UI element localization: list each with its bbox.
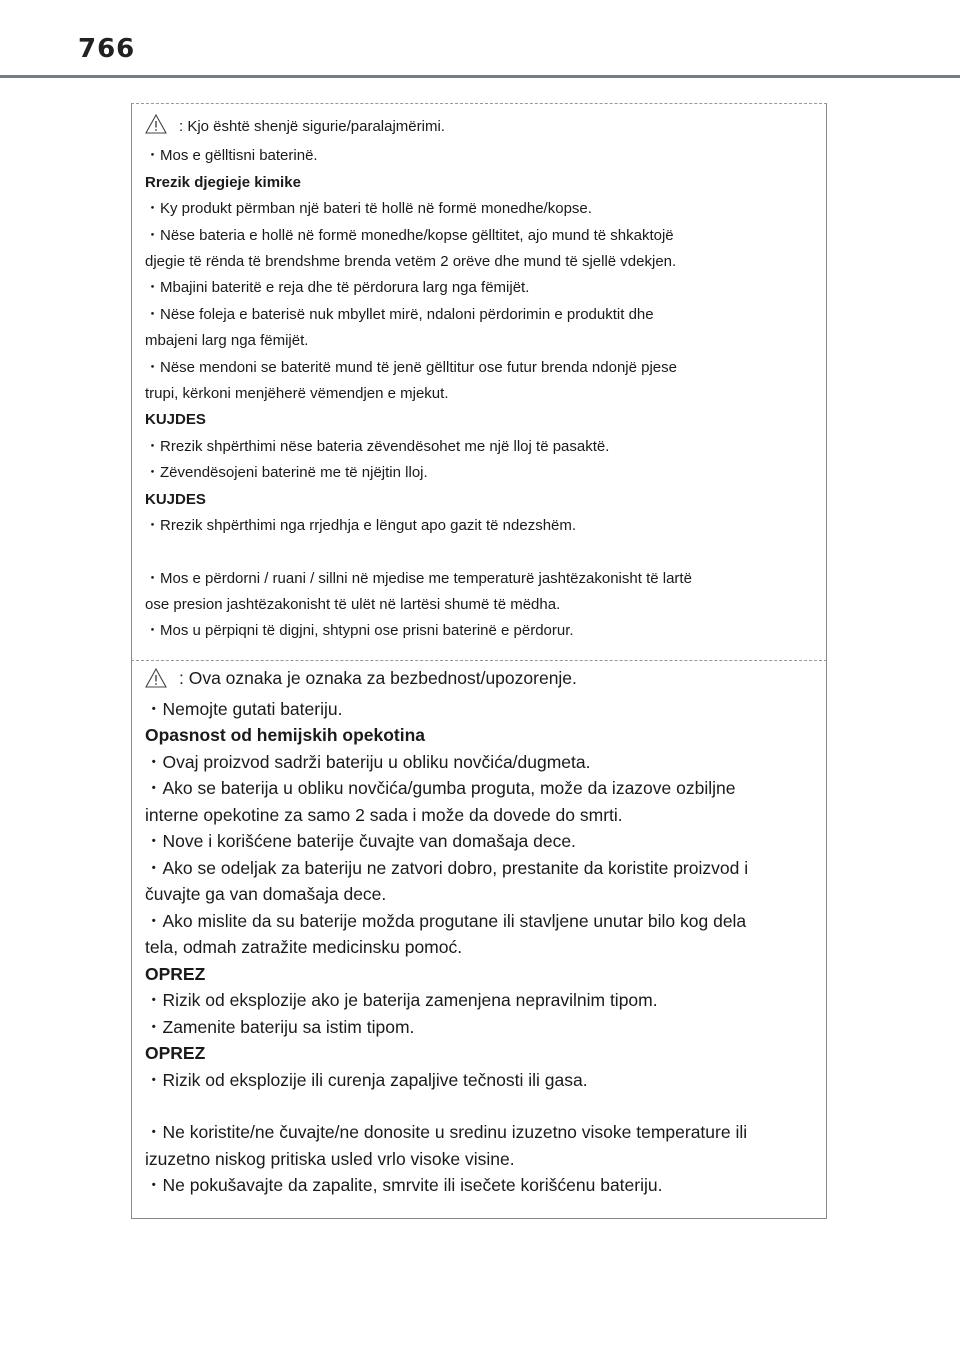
albanian-line: ・Nëse bateria e hollë në formë monedhe/kopse gëlltitet, ajo mund të shkaktojë bbox=[145, 226, 674, 244]
albanian-heading: KUJDES bbox=[145, 411, 206, 429]
albanian-line: trupi, kërkoni menjëherë vëmendjen e mjekut. bbox=[145, 385, 449, 403]
serbian-line: tela, odmah zatražite medicinsku pomoć. bbox=[145, 937, 463, 957]
serbian-line: ・Ovaj proizvod sadrži bateriju u obliku novčića/dugmeta. bbox=[145, 751, 591, 772]
blank-line bbox=[145, 540, 816, 566]
albanian-line: djegie të rënda të brendshme brenda vetëm 2 orëve dhe mund të sjellë vdekjen. bbox=[145, 253, 677, 271]
albanian-intro-line bbox=[145, 114, 816, 143]
albanian-line: ・Mos e përdorni / ruani / sillni në mjedise me temperaturë jashtëzakonisht të lartë bbox=[145, 569, 692, 587]
albanian-heading: KUJDES bbox=[145, 490, 206, 508]
serbian-line: izuzetno niskog pritiska usled vrlo visoke visine. bbox=[145, 1148, 515, 1169]
serbian-line: ・Rizik od eksplozije ako je baterija zamenjena nepravilnim tipom. bbox=[145, 990, 658, 1010]
albanian-line: ・Mos u përpiqni të digjni, shtypni ose prisni baterinë e përdorur. bbox=[145, 622, 574, 640]
warning-triangle-icon bbox=[145, 114, 167, 143]
serbian-line: čuvajte ga van domašaja dece. bbox=[145, 884, 387, 904]
serbian-line: ・Ne pokušavajte da zapalite, smrvite ili isečete korišćenu bateriju. bbox=[145, 1175, 663, 1195]
albanian-line: ・Zëvendësojeni baterinë me të njëjtin lloj. bbox=[145, 464, 428, 482]
serbian-intro-text: : Ova oznaka je oznaka za bezbednost/upozorenje. bbox=[179, 668, 577, 688]
serbian-line: interne opekotine za samo 2 sada i može da dovede do smrti. bbox=[145, 804, 623, 825]
serbian-line: ・Ako mislite da su baterije možda progutane ili stavljene unutar bilo kog dela bbox=[145, 910, 747, 931]
serbian-line: ・Nemojte gutati bateriju. bbox=[145, 698, 343, 719]
serbian-line: ・Ne koristite/ne čuvajte/ne donosite u sredinu izuzetno visoke temperature ili bbox=[145, 1122, 748, 1142]
serbian-line: ・Zamenite bateriju sa istim tipom. bbox=[145, 1016, 415, 1037]
albanian-line: ・Nëse foleja e baterisë nuk mbyllet mirë, ndaloni përdorimin e produktit dhe bbox=[145, 305, 654, 323]
albanian-line: mbajeni larg nga fëmijët. bbox=[145, 332, 309, 350]
albanian-line: ・Mos e gëlltisni baterinë. bbox=[145, 147, 318, 165]
blank-line bbox=[145, 1093, 816, 1119]
serbian-heading: OPREZ bbox=[145, 963, 206, 984]
serbian-intro-line bbox=[145, 665, 816, 696]
albanian-line: ・Nëse mendoni se bateritë mund të jenë gëlltitur ose futur brenda ndonjë pjese bbox=[145, 358, 677, 376]
page-number: 766 bbox=[78, 34, 136, 64]
albanian-line: ose presion jashtëzakonisht të ulët në lartësi shumë të mëdha. bbox=[145, 595, 561, 613]
albanian-intro-text: : Kjo është shenjë sigurie/paralajmërimi. bbox=[179, 118, 445, 135]
serbian-line: ・Nove i korišćene baterije čuvajte van domašaja dece. bbox=[145, 831, 576, 851]
albanian-line: ・Rrezik shpërthimi nga rrjedhja e lëngut apo gazit të ndezshëm. bbox=[145, 517, 577, 535]
albanian-line: ・Mbajini bateritë e reja dhe të përdorura larg nga fëmijët. bbox=[145, 279, 530, 297]
serbian-heading: Opasnost od hemijskih opekotina bbox=[145, 725, 426, 745]
serbian-warning-section bbox=[131, 660, 827, 1219]
header-rule bbox=[0, 75, 960, 78]
albanian-line: ・Ky produkt përmban një bateri të hollë në formë monedhe/kopse. bbox=[145, 200, 592, 218]
albanian-heading: Rrezik djegieje kimike bbox=[145, 173, 301, 191]
warning-triangle-icon bbox=[145, 668, 167, 696]
albanian-warning-section bbox=[131, 103, 827, 660]
serbian-line: ・Ako se odeljak za bateriju ne zatvori dobro, prestanite da koristite proizvod i bbox=[145, 857, 749, 878]
albanian-line: ・Rrezik shpërthimi nëse bateria zëvendësohet me një lloj të pasaktë. bbox=[145, 437, 610, 455]
serbian-heading: OPREZ bbox=[145, 1043, 206, 1063]
serbian-line: ・Rizik od eksplozije ili curenja zapaljive tečnosti ili gasa. bbox=[145, 1069, 588, 1090]
serbian-line: ・Ako se baterija u obliku novčića/gumba proguta, može da izazove ozbiljne bbox=[145, 778, 736, 798]
